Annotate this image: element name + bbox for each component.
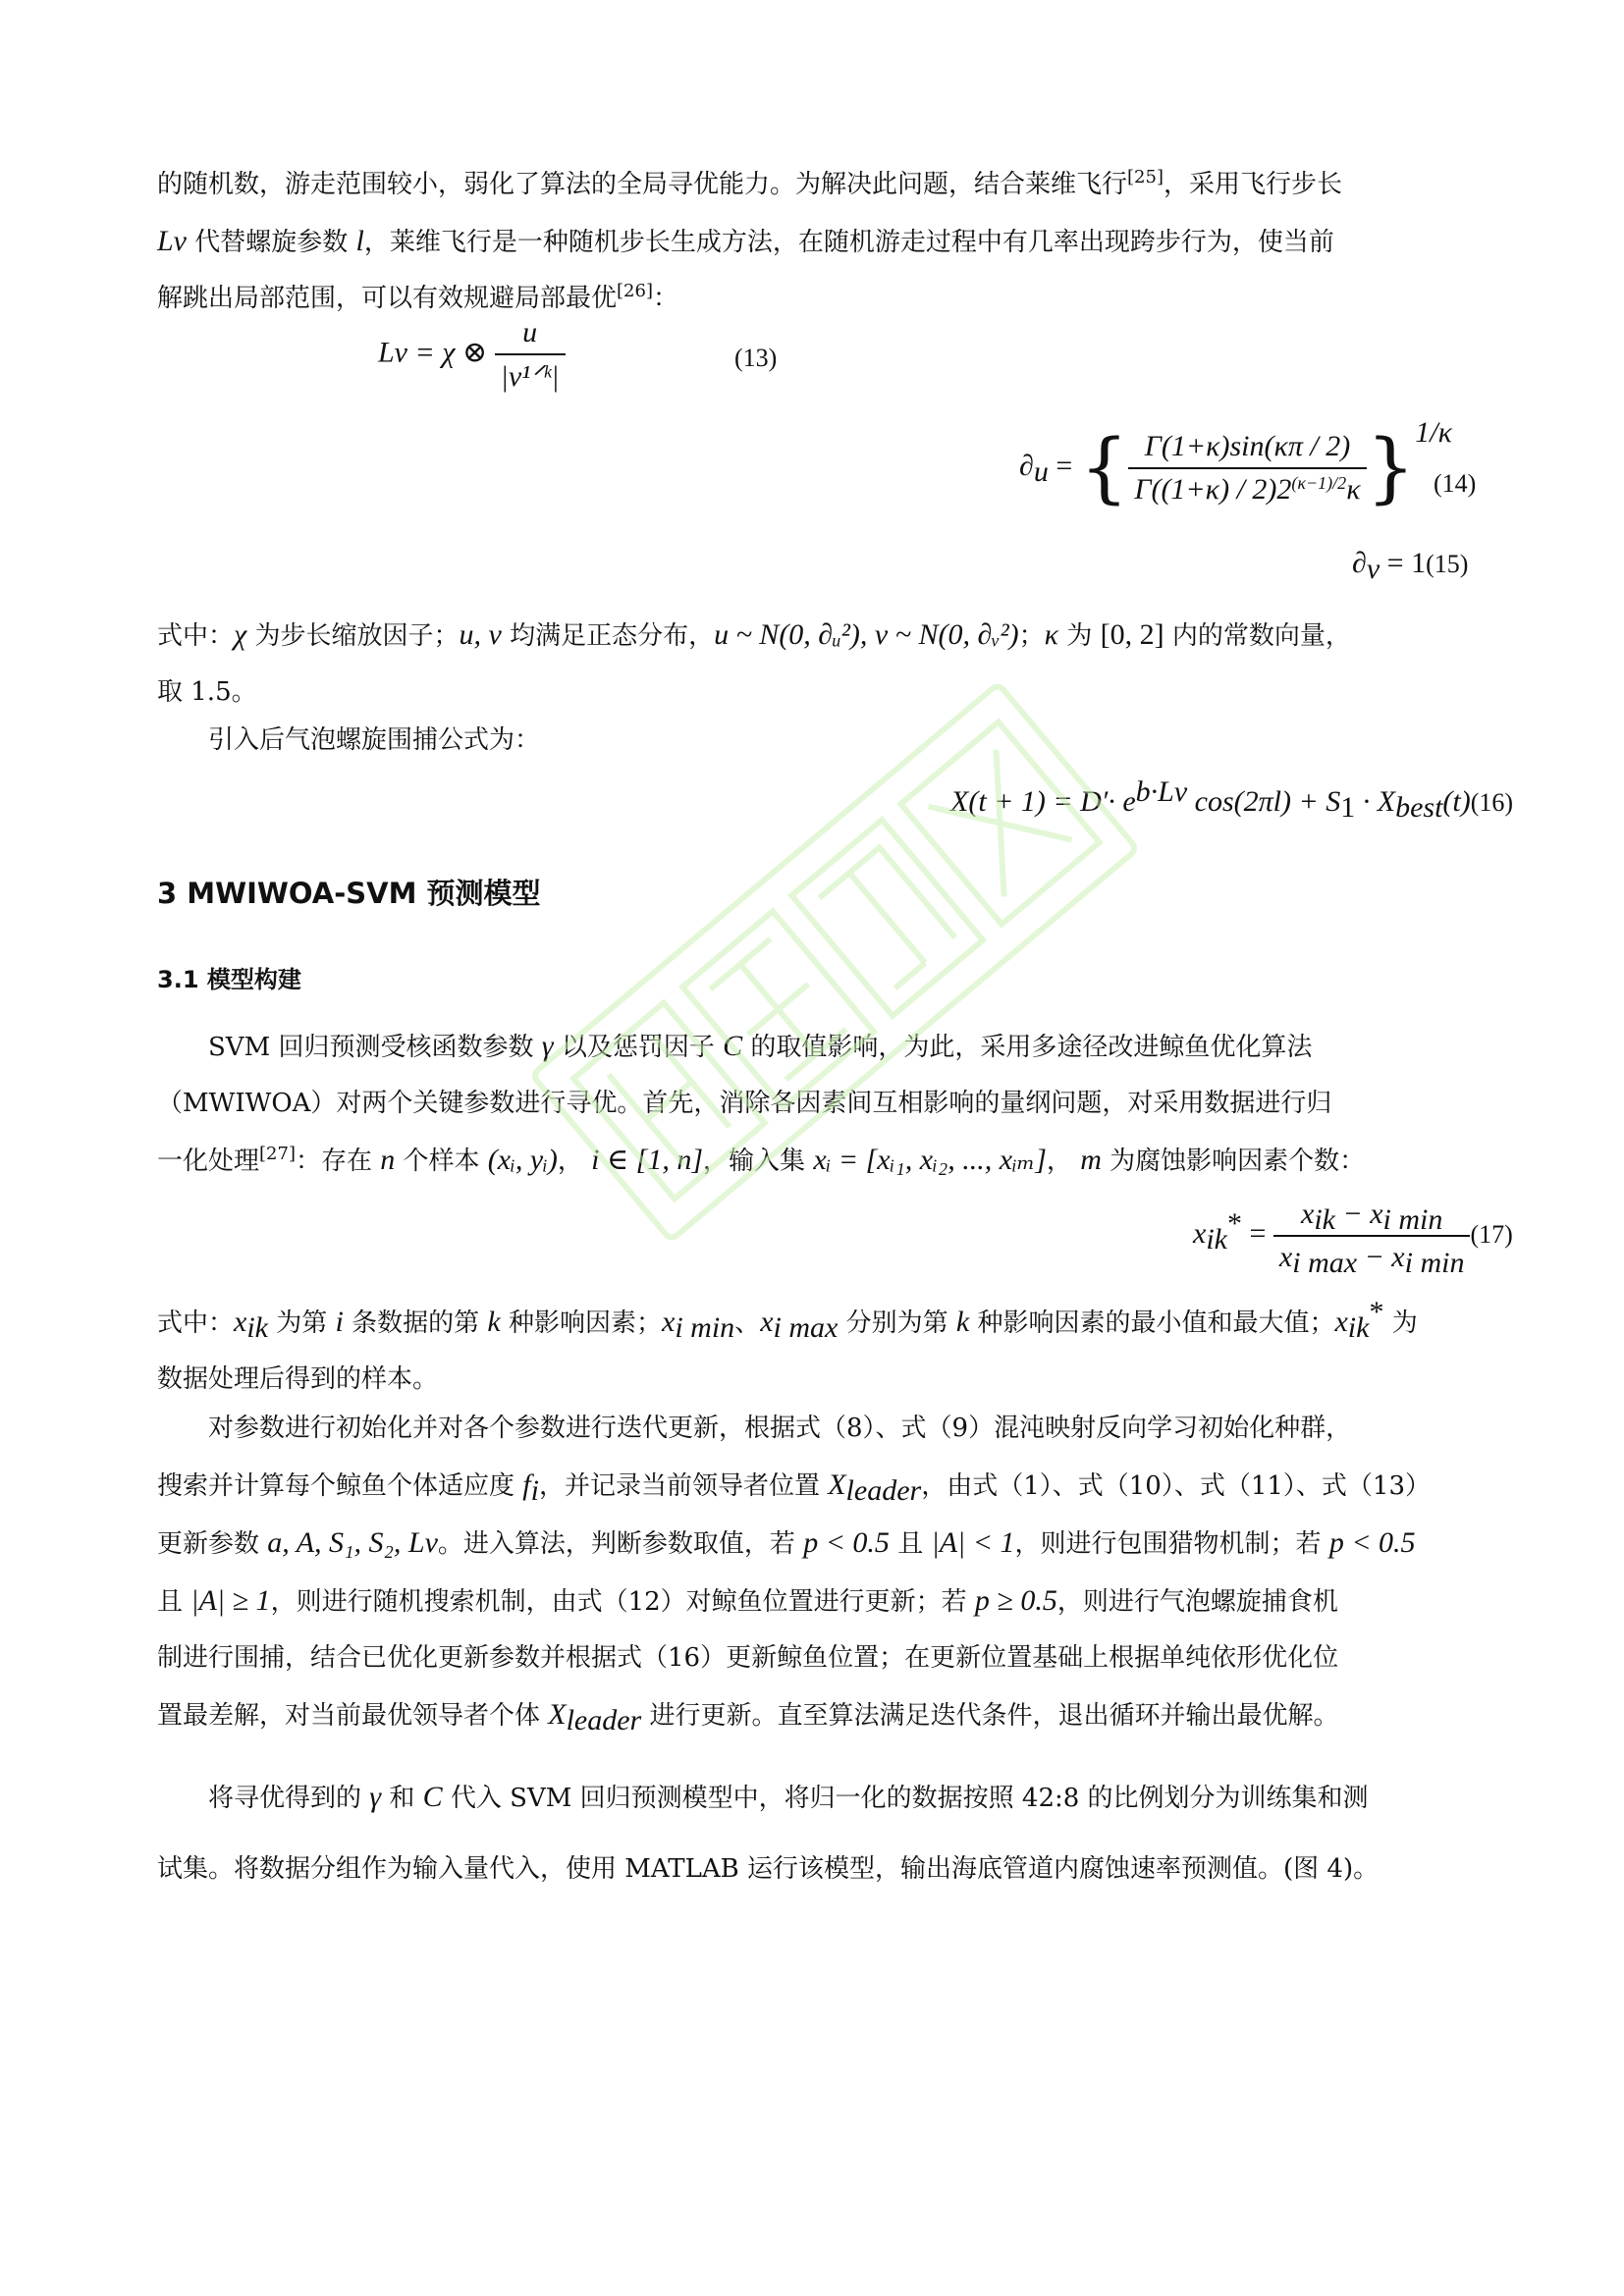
equation-15: $\partial_v = 1(15)$ [1352,547,1469,585]
paragraph-levy-intro: 的随机数，游走范围较小，弱化了算法的全局寻优能力。为解决此问题，结合莱维飞行[25]，采用飞行步长 Lv 代替螺旋参数 l，莱维飞行是一种随机步长生成方法，在随机游走过程中有几率出现跨步行为，使当前 解跳出局部范围，可以有效规避局部最优[26]： [157,167,1342,313]
citation-25: [25] [1127,167,1164,187]
lv-symbol: Lv [157,225,187,257]
section-heading: 3 MWIWOA-SVM 预测模型 [157,877,541,910]
equation-13: Lv = χ ⊗ $\frac{u}{\text{|v¹ᐟᵏ|}}$ [378,316,566,394]
equation-14: $\partial_u$ = { $\frac{\Gamma(1+\kappa)\sin(\kappa\pi / 2)}{\Gamma((1+\kappa) / 2)2^{(\kappa-1)/2}\kappa}$ }$^{1/\kappa}$ [1019,415,1452,512]
subsection-heading: 3.1 模型构建 [157,966,301,993]
equation-13-number: (13) [734,344,778,372]
citation-27: [27] [259,1144,296,1164]
paragraph-svm-training: 将寻优得到的 γ 和 C 代入 SVM 回归预测模型中，将归一化的数据按照 42:8 的比例划分为训练集和测 试集。将数据分组作为输入量代入，使用 MATLAB 运行该模型，输出海底管道内腐蚀速率预测值。(图 4)。 [157,1781,1380,1884]
paragraph-normalization-symbols: 式中：$x_{ik}$ 为第 i 条数据的第 k 种影响因素；$x_{i min}$、$x_{i max}$ 分别为第 k 种影响因素的最小值和最大值；$x_{ik}^*$ 为 数据处理后得到的样本。 [157,1296,1418,1394]
equation-16-number: (16) [1470,788,1514,817]
paragraph-algorithm-steps: 对参数进行初始化并对各个参数进行迭代更新，根据式（8）、式（9）混沌映射反向学习初始化种群， 搜索并计算每个鲸鱼个体适应度 $f_i$，并记录当前领导者位置 $X_{leader}$，由式（1）、式（10）、式（11）、式（13） 更新参数 a, A, S₁, S₂, Lv。进入算法，判断参数取值，若 p < 0.5 且 |A| < 1，则进行包围猎物机制；若 p < 0.5 且 |A| ≥ 1，则进行随机搜索机制，由式（12）对鲸鱼位置进行更新；若 p ≥ 0.5，则进行气泡螺旋捕食机 制进行围捕，结合已优化更新参数并根据式（16）更新鲸鱼位置；在更新位置基础上根据单纯依形优化位 置最差解，对当前最优领导者个体 $X_{leader}$ 进行更新。直至算法满足迭代条件，退出循环并输出最优解。 [157,1414,1431,1736]
equation-17-number: (17) [1470,1219,1513,1249]
watermark-logo [491,609,1178,1315]
equation-16: $X(t + 1) = D'\cdot e^{b\cdot Lv}$ $\cos(2\pi l) + S_1 \cdot X_{best}(t)(16)$ [950,775,1514,824]
equation-15-number: (15) [1426,550,1469,578]
citation-26: [26] [617,281,653,301]
equation-17: $x_{ik}^*$ = $\frac{x_{ik} - x_{i min}}{x_{i max} - x_{i min}}$ (17) [1193,1198,1513,1279]
paragraph-model-construction: SVM 回归预测受核函数参数 γ 以及惩罚因子 C 的取值影响，为此，采用多途径改进鲸鱼优化算法 （MWIWOA）对两个关键参数进行寻优。首先，消除各因素间互相影响的量纲问题，对采用数据进行归 一化处理[27]：存在 n 个样本 (xᵢ, yᵢ)， i ∈ [1, n]，输入集 xᵢ = [xᵢ₁, xᵢ₂, ..., xᵢₘ]， m 为腐蚀影响因素个数： [157,1030,1366,1176]
paragraph-symbol-definitions: 式中：χ 为步长缩放因子；u, v 均满足正态分布，u ~ N(0, ∂ᵤ²), v ~ N(0, ∂ᵥ²)；κ 为 [0, 2] 内的常数向量， 取 1.5。 [157,618,1351,707]
paragraph-bubble-formula-intro: 引入后气泡螺旋围捕公式为： [208,725,541,755]
equation-14-number: (14) [1434,469,1477,498]
